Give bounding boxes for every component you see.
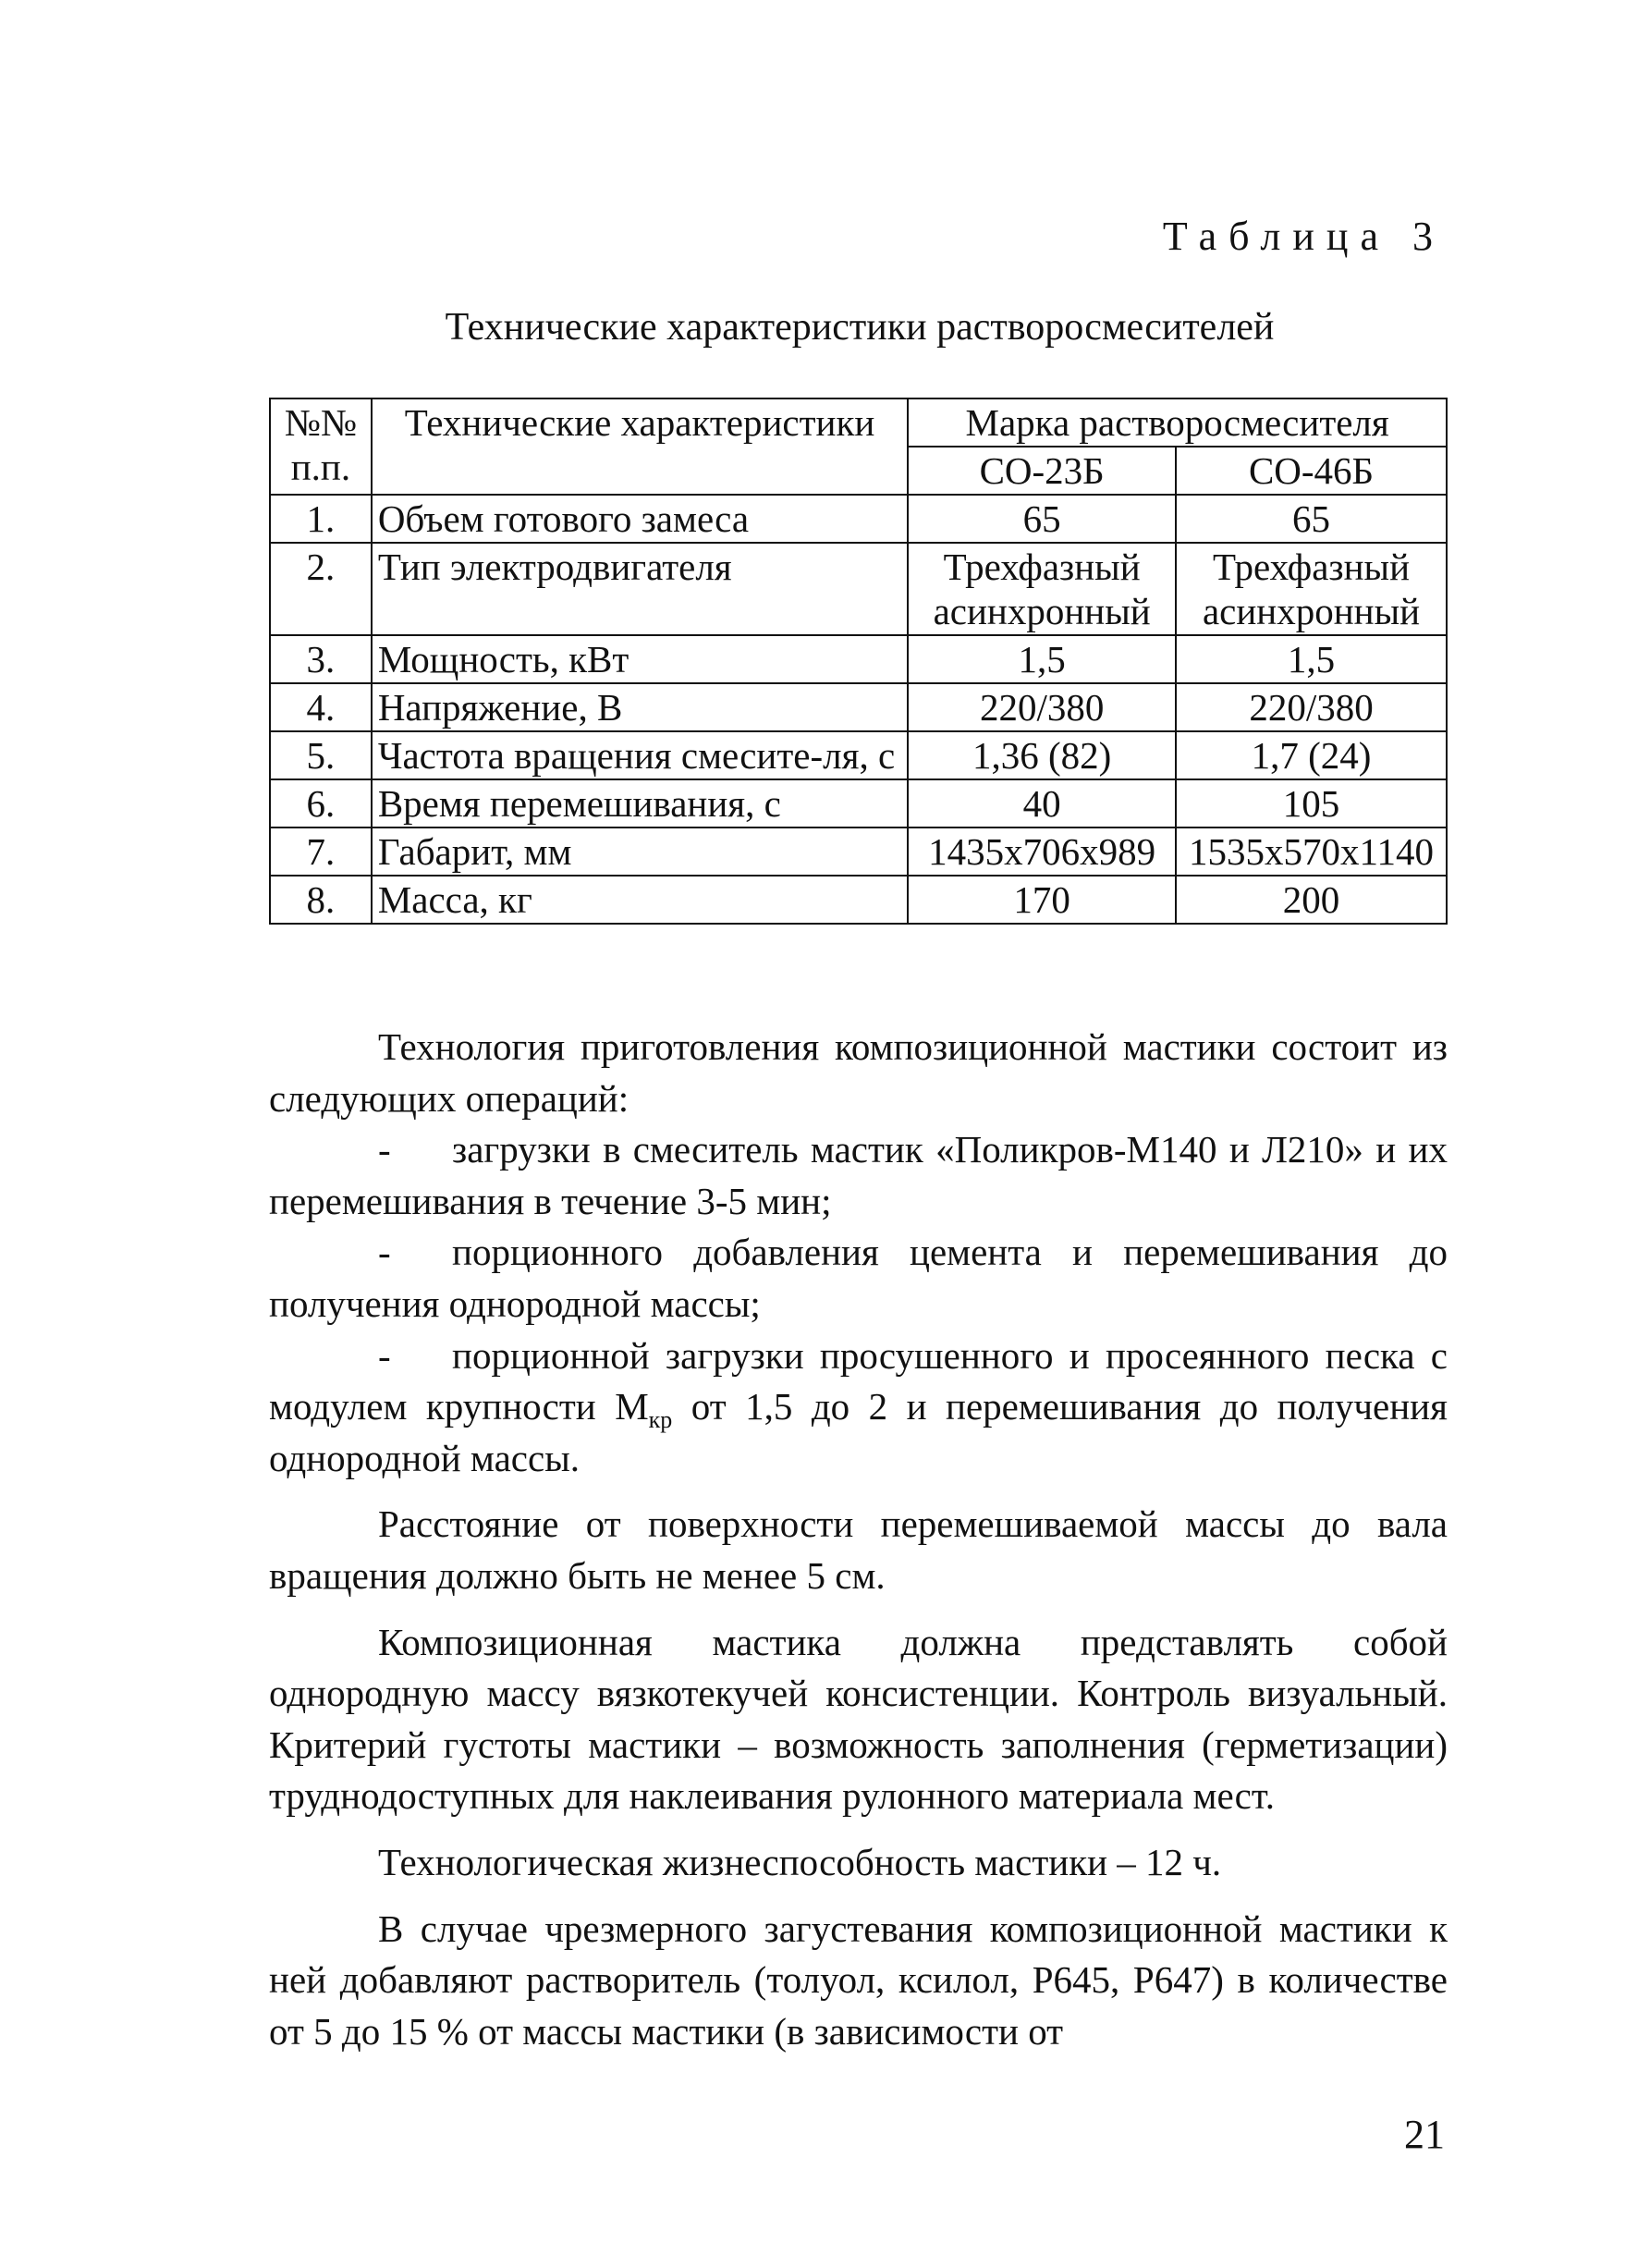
row-name: Частота вращения смесите-ля, с <box>372 731 908 779</box>
row-value-a: 220/380 <box>908 683 1176 731</box>
row-value-a: 1,36 (82) <box>908 731 1176 779</box>
row-name: Мощность, кВт <box>372 635 908 683</box>
row-value-b: 200 <box>1176 876 1447 924</box>
paragraph-intro: Технология приготовления композиционной мастики состоит из следующих операций: <box>269 1025 1448 1120</box>
paragraph-mastic: Композиционная мастика должна представлять собой однородную массу вязкотекучей консистенции. Контроль визуальный. Критерий густоты мастики – возможность заполнения (герметизации) труднодоступных для наклеивания рулонного материала мест. <box>269 1620 1448 1818</box>
list-item-text-continued: от 1,5 до 2 и перемешивания до получения однородной массы. <box>269 1385 1448 1479</box>
paragraph-lifetime: Технологическая жизнеспособность мастики – 12 ч. <box>378 1840 1222 1883</box>
list-item <box>269 1124 1448 1227</box>
row-value-b: 220/380 <box>1176 683 1447 731</box>
row-value-a: 1435x706x989 <box>908 828 1176 876</box>
header-characteristic: Технические характеристики <box>372 398 908 495</box>
table-row <box>270 876 1447 924</box>
row-num: 5. <box>270 731 372 779</box>
table-title: Технические характеристики растворосмесителей <box>445 306 1275 349</box>
list-item <box>269 1227 1448 1330</box>
page-number: 21 <box>1404 2112 1445 2157</box>
table-row <box>270 828 1447 876</box>
row-name: Масса, кг <box>372 876 908 924</box>
table-row <box>270 543 1447 635</box>
table-row <box>270 683 1447 731</box>
header-brand: Марка растворосмесителя <box>908 398 1447 447</box>
table-row <box>270 731 1447 779</box>
row-num: 4. <box>270 683 372 731</box>
list-item <box>269 1330 1448 1485</box>
row-name: Тип электродвигателя <box>372 543 908 635</box>
table-header-row <box>270 398 1447 447</box>
table-row <box>270 495 1447 543</box>
row-num: 3. <box>270 635 372 683</box>
row-num: 8. <box>270 876 372 924</box>
row-value-b: 1535x570x1140 <box>1176 828 1447 876</box>
row-name: Объем готового замеса <box>372 495 908 543</box>
specs-table <box>269 398 1448 925</box>
body-text <box>269 1022 1448 2057</box>
row-name: Время перемешивания, с <box>372 779 908 828</box>
subscript: кр <box>648 1406 673 1434</box>
dash-marker: - <box>378 1333 391 1377</box>
row-value-b: 65 <box>1176 495 1447 543</box>
row-num: 7. <box>270 828 372 876</box>
paragraph-thickening: В случае чрезмерного загустевания композиционной мастики к ней добавляют растворитель (толуол, ксилол, Р645, Р647) в количестве от 5 до 15 % от массы мастики (в зависимости от <box>269 1906 1448 2053</box>
row-num: 2. <box>270 543 372 635</box>
row-value-a: 170 <box>908 876 1176 924</box>
row-value-a: 1,5 <box>908 635 1176 683</box>
row-num: 6. <box>270 779 372 828</box>
row-num: 1. <box>270 495 372 543</box>
list-item-text: порционной загрузки просушенного и просеянного песка с модулем крупности М <box>269 1333 1448 1428</box>
row-value-a: 65 <box>908 495 1176 543</box>
row-value-b: 1,7 (24) <box>1176 731 1447 779</box>
list-item-text: порционного добавления цемента и перемешивания до получения однородной массы; <box>269 1231 1448 1325</box>
header-model-b: СО-46Б <box>1176 447 1447 495</box>
row-name: Габарит, мм <box>372 828 908 876</box>
dash-marker: - <box>378 1128 391 1171</box>
row-name: Напряжение, В <box>372 683 908 731</box>
list-item-text: загрузки в смеситель мастик «Поликров-М140 и Л210» и их перемешивания в течение 3-5 мин; <box>269 1128 1448 1222</box>
paragraph-distance: Расстояние от поверхности перемешиваемой массы до вала вращения должно быть не менее 5 см. <box>269 1502 1448 1597</box>
row-value-a: 40 <box>908 779 1176 828</box>
row-value-b: 1,5 <box>1176 635 1447 683</box>
table-label: Таблица 3 <box>1162 214 1445 259</box>
header-model-a: СО-23Б <box>908 447 1176 495</box>
header-num: №№ п.п. <box>270 398 372 495</box>
table-row <box>270 779 1447 828</box>
dash-marker: - <box>378 1231 391 1274</box>
row-value-b: 105 <box>1176 779 1447 828</box>
row-value-a: Трехфазный асинхронный <box>908 543 1176 635</box>
row-value-b: Трехфазный асинхронный <box>1176 543 1447 635</box>
table-row <box>270 635 1447 683</box>
